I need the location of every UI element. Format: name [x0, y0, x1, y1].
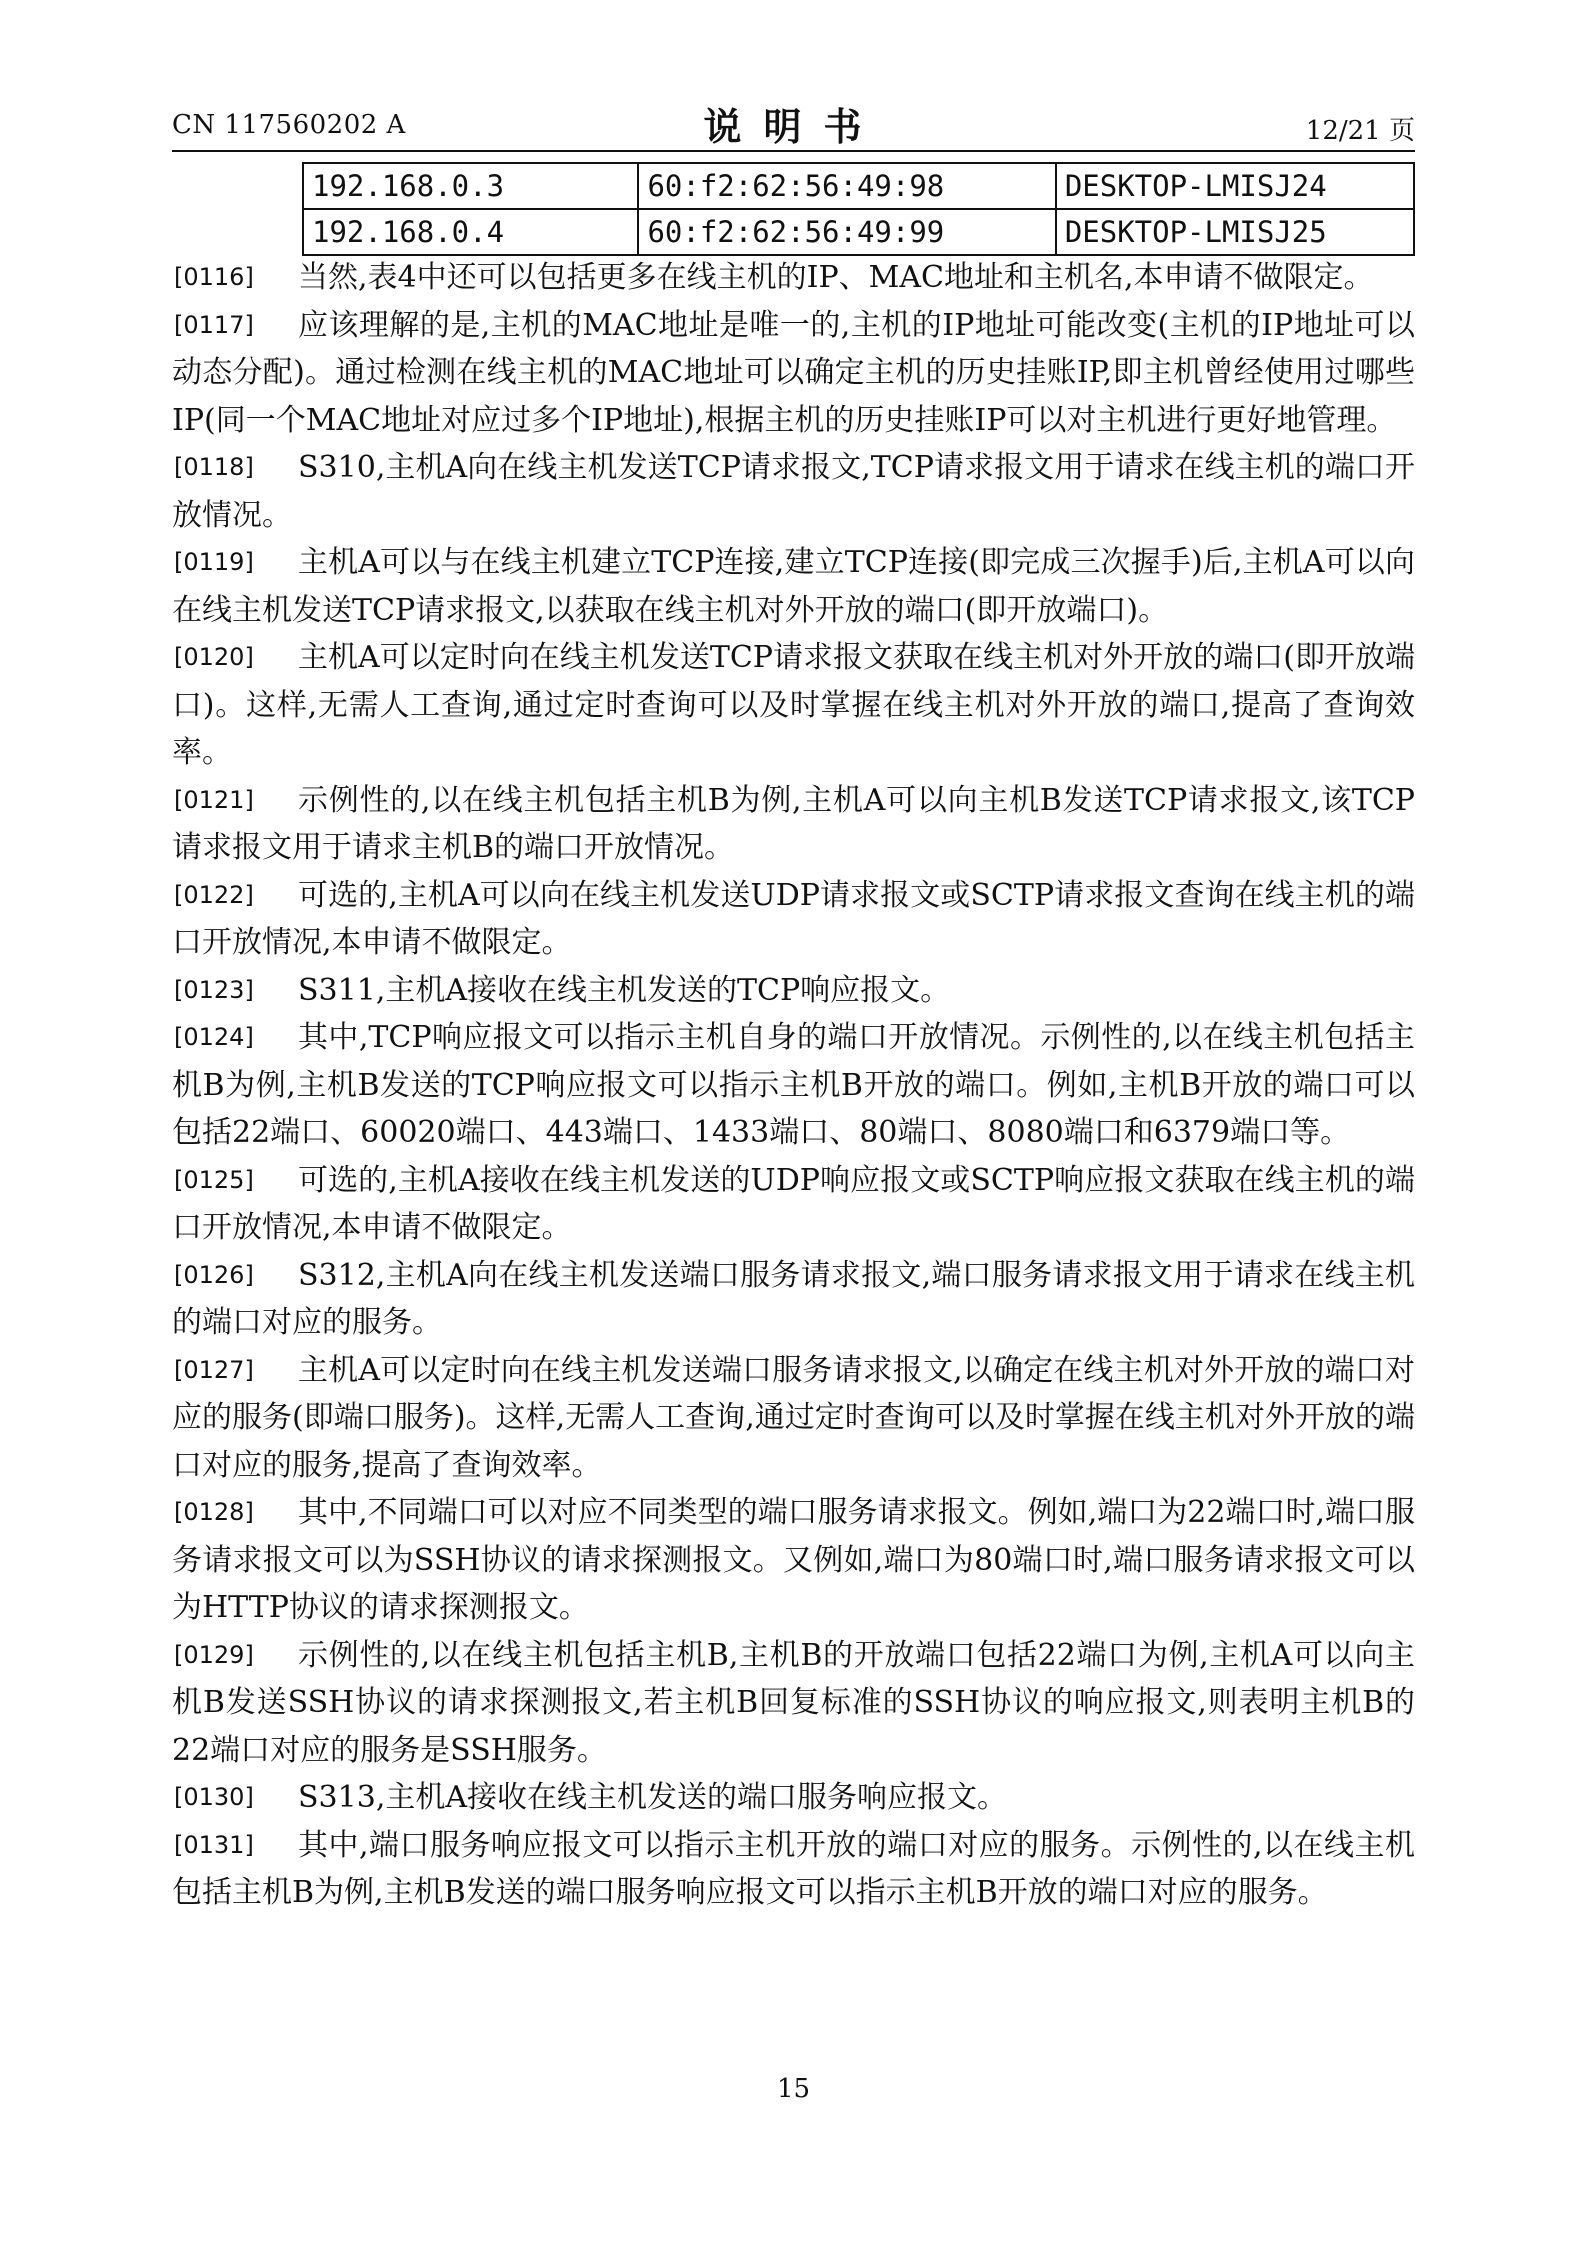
paragraph-text: S310,主机A向在线主机发送TCP请求报文,TCP请求报文用于请求在线主机的端口开放情况。 [172, 450, 1415, 533]
paragraph [172, 254, 1415, 302]
paragraph-text: 当然,表4中还可以包括更多在线主机的IP、MAC地址和主机名,本申请不做限定。 [298, 260, 1374, 295]
page-info: 12/21 页 [1305, 116, 1415, 146]
paragraph [172, 1822, 1415, 1917]
publication-number: CN 117560202 A [172, 110, 406, 140]
paragraph [172, 302, 1415, 445]
page-header [172, 96, 1415, 156]
paragraph-number: [0119] [174, 548, 254, 576]
paragraph-number: [0127] [174, 1355, 254, 1384]
paragraph [172, 1347, 1415, 1490]
paragraph-number: [0125] [174, 1165, 254, 1194]
paragraph-text: 其中,端口服务响应报文可以指示主机开放的端口对应的服务。示例性的,以在线主机包括主机B为例,主机B发送的端口服务响应报文可以指示主机B开放的端口对应的服务。 [172, 1827, 1415, 1910]
paragraph [172, 1489, 1415, 1632]
paragraph [172, 634, 1415, 777]
table-row [303, 209, 1414, 255]
paragraph [172, 444, 1415, 539]
paragraph [172, 967, 1415, 1015]
paragraph-number: [0122] [174, 880, 254, 909]
paragraph [172, 777, 1415, 872]
paragraph [172, 1014, 1415, 1157]
paragraph-number: [0121] [174, 785, 254, 814]
paragraph-text: S313,主机A接收在线主机发送的端口服务响应报文。 [298, 1780, 1008, 1815]
paragraph-number: [0124] [174, 1023, 254, 1051]
paragraph [172, 1252, 1415, 1347]
paragraph-text: 示例性的,以在线主机包括主机B,主机B的开放端口包括22端口为例,主机A可以向主机B发送SSH协议的请求探测报文,若主机B回复标准的SSH协议的响应报文,则表明主机B的22端口对应的服务是SSH服务。 [172, 1637, 1415, 1768]
host-table [302, 162, 1415, 256]
paragraph-number: [0120] [174, 643, 254, 671]
hostname-cell: DESKTOP-LMISJ25 [1056, 209, 1414, 255]
paragraph-number: [0128] [174, 1498, 254, 1526]
paragraph-number: [0131] [174, 1830, 254, 1859]
paragraph [172, 1774, 1415, 1822]
paragraph-text: 其中,不同端口可以对应不同类型的端口服务请求报文。例如,端口为22端口时,端口服务请求报文可以为SSH协议的请求探测报文。又例如,端口为80端口时,端口服务请求报文可以为HTTP协议的请求探测报文。 [172, 1495, 1415, 1625]
ip-cell: 192.168.0.3 [303, 163, 638, 209]
paragraph [172, 1632, 1415, 1775]
paragraph [172, 872, 1415, 967]
table-row [303, 163, 1414, 209]
paragraph-number: [0130] [174, 1783, 254, 1811]
paragraph-text: 主机A可以定时向在线主机发送TCP请求报文获取在线主机对外开放的端口(即开放端口)。这样,无需人工查询,通过定时查询可以及时掌握在线主机对外开放的端口,提高了查询效率。 [172, 640, 1415, 770]
paragraph-text: 主机A可以定时向在线主机发送端口服务请求报文,以确定在线主机对外开放的端口对应的服务(即端口服务)。这样,无需人工查询,通过定时查询可以及时掌握在线主机对外开放的端口对应的服务,提高了查询效率。 [172, 1352, 1415, 1483]
paragraph-text: 可选的,主机A可以向在线主机发送UDP请求报文或SCTP请求报文查询在线主机的端口开放情况,本申请不做限定。 [172, 877, 1415, 960]
paragraph-number: [0129] [174, 1640, 254, 1669]
paragraph-number: [0126] [174, 1260, 254, 1289]
paragraph-number: [0118] [174, 453, 254, 481]
paragraph-list [172, 254, 1415, 1917]
page-number: 15 [776, 2074, 811, 2104]
paragraph-text: S312,主机A向在线主机发送端口服务请求报文,端口服务请求报文用于请求在线主机的端口对应的服务。 [172, 1257, 1415, 1340]
paragraph-text: 应该理解的是,主机的MAC地址是唯一的,主机的IP地址可能改变(主机的IP地址可以动态分配)。通过检测在线主机的MAC地址可以确定主机的历史挂账IP,即主机曾经使用过哪些IP(同一个MAC地址对应过多个IP地址),根据主机的历史挂账IP可以对主机进行更好地管理。 [172, 307, 1415, 438]
paragraph-number: [0117] [174, 310, 254, 339]
document-title: 说明书 [703, 104, 884, 149]
paragraph-text: 可选的,主机A接收在线主机发送的UDP响应报文或SCTP响应报文获取在线主机的端口开放情况,本申请不做限定。 [172, 1162, 1415, 1245]
ip-cell: 192.168.0.4 [303, 209, 638, 255]
paragraph [172, 539, 1415, 634]
mac-cell: 60:f2:62:56:49:99 [638, 209, 1055, 255]
paragraph-text: S311,主机A接收在线主机发送的TCP响应报文。 [298, 972, 951, 1008]
paragraph-text: 主机A可以与在线主机建立TCP连接,建立TCP连接(即完成三次握手)后,主机A可以向在线主机发送TCP请求报文,以获取在线主机对外开放的端口(即开放端口)。 [172, 545, 1415, 628]
paragraph [172, 1157, 1415, 1252]
mac-cell: 60:f2:62:56:49:98 [638, 163, 1055, 209]
paragraph-text: 其中,TCP响应报文可以指示主机自身的端口开放情况。示例性的,以在线主机包括主机B为例,主机B发送的TCP响应报文可以指示主机B开放的端口。例如,主机B开放的端口可以包括22端口、60020端口、443端口、1433端口、80端口、8080端口和6379端口等。 [172, 1020, 1415, 1150]
paragraph-text: 示例性的,以在线主机包括主机B为例,主机A可以向主机B发送TCP请求报文,该TCP请求报文用于请求主机B的端口开放情况。 [172, 782, 1415, 865]
header-rule [172, 150, 1415, 152]
paragraph-number: [0123] [174, 975, 254, 1004]
paragraph-number: [0116] [174, 263, 254, 291]
hostname-cell: DESKTOP-LMISJ24 [1056, 163, 1414, 209]
